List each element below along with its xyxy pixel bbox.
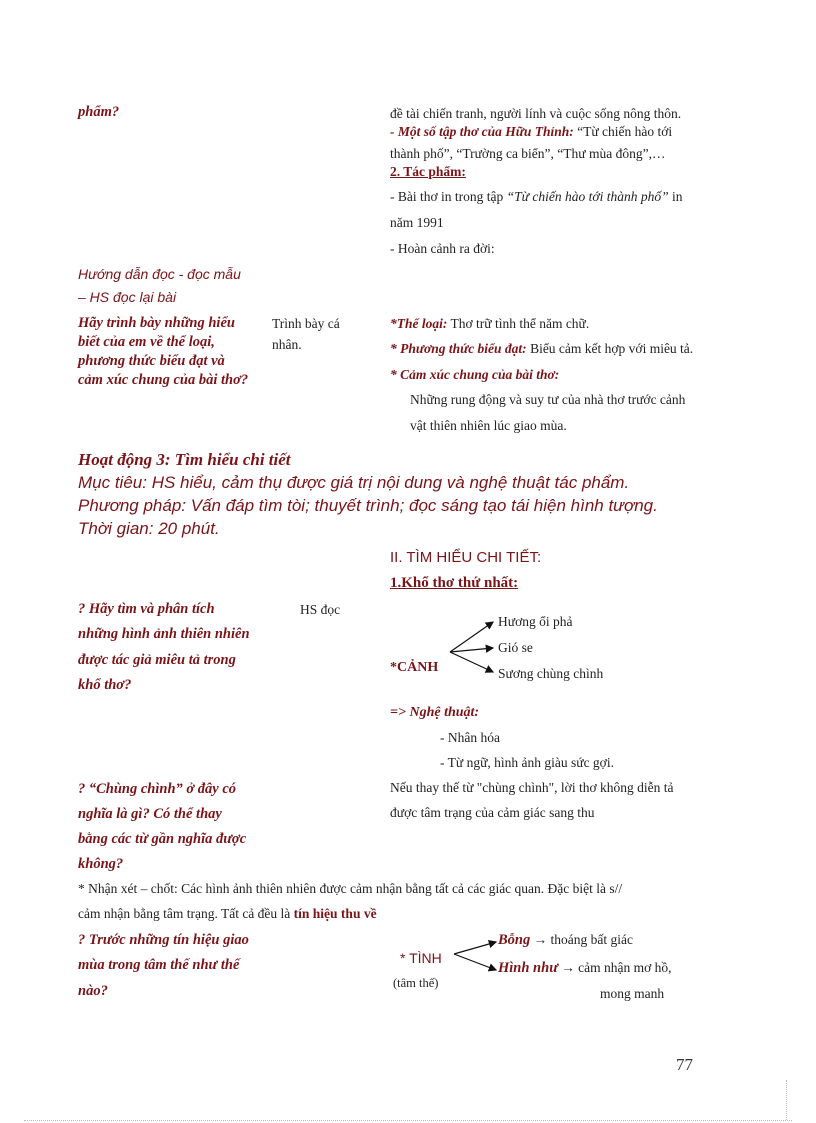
- emotion-line-2: vật thiên nhiên lúc giao mùa.: [410, 418, 567, 433]
- time-line: Thời gian: 20 phút.: [78, 519, 220, 538]
- works-line-2: thành phố”, “Trường ca biển”, “Thư mùa đông”,…: [390, 146, 666, 161]
- tac-pham-heading: 2. Tác phẩm:: [390, 164, 466, 179]
- context-line: - Hoàn cảnh ra đời:: [390, 241, 495, 256]
- method-line: Phương pháp: Vấn đáp tìm tòi; thuyết trình; đọc sáng tạo tái hiện hình tượng.: [78, 496, 658, 515]
- tam-the-label: (tâm thế): [393, 976, 439, 990]
- reading-guide-line-1: Hướng dẫn đọc - đọc mẫu: [78, 266, 241, 282]
- q2-line-3: được tác giả miêu tả trong: [78, 652, 236, 668]
- emotion-line-1: Những rung động và suy tư của nhà thơ trước cảnh: [410, 392, 686, 407]
- q1-line-3: phương thức biểu đạt và: [78, 353, 225, 369]
- q1-line-1: Hãy trình bày những hiểu: [78, 315, 235, 331]
- q4-line-1: ? Trước những tín hiệu giao: [78, 932, 249, 948]
- arrow-icon: →: [533, 932, 548, 947]
- genre-label: *Thể loại:: [390, 316, 448, 331]
- remark-prefix: cảm nhận bằng tâm trạng. Tất cả đều là: [78, 906, 294, 921]
- tinh-branch-1: [498, 932, 633, 949]
- q4-line-3: nào?: [78, 983, 108, 999]
- mode-label: * Phương thức biểu đạt:: [390, 341, 527, 356]
- works-text: “Từ chiến hào tới: [573, 124, 673, 139]
- hinh-nhu-text: cảm nhận mơ hồ,: [574, 960, 672, 975]
- genre-line: [390, 316, 589, 332]
- genre-text: Thơ trữ tình thể năm chữ.: [447, 316, 590, 331]
- canh-label: *CẢNH: [390, 660, 439, 675]
- collection-title: “Từ chiến hào tới thành phố”: [506, 189, 669, 204]
- canh-branch-2: Gió se: [498, 640, 533, 655]
- q3-line-4: không?: [78, 856, 124, 872]
- q4-line-2: mùa trong tâm thế như thế: [78, 957, 240, 973]
- q2-line-1: ? Hãy tìm và phân tích: [78, 601, 215, 617]
- q2-activity: HS đọc: [300, 602, 341, 617]
- works-line: [390, 124, 672, 140]
- page-number: 77: [676, 1055, 693, 1074]
- stanza-1-heading: 1.Khổ thơ thứ nhất:: [390, 575, 519, 591]
- page-bottom-divider: [24, 1120, 792, 1121]
- publication-year: năm 1991: [390, 215, 444, 230]
- emotion-label: * Cảm xúc chung của bài thơ:: [390, 367, 560, 382]
- q1-line-4: cảm xúc chung của bài thơ?: [78, 372, 249, 388]
- publication-line: [390, 189, 682, 205]
- bong-text: thoáng bất giác: [547, 932, 633, 947]
- autumn-signal: tín hiệu thu về: [293, 906, 377, 921]
- q1-activity-1: Trình bày cá: [272, 316, 340, 331]
- art-heading: => Nghệ thuật:: [390, 705, 480, 720]
- q3-answer-2: được tâm trạng của cảm giác sang thu: [390, 805, 595, 820]
- canh-branch-3: Sương chùng chình: [498, 666, 604, 681]
- q3-answer-1: Nếu thay thế từ "chùng chình", lời thơ không diễn tả: [390, 780, 674, 795]
- author-topic-line: đề tài chiến tranh, người lính và cuộc sống nông thôn.: [390, 106, 682, 121]
- tinh-branch-2: [498, 960, 672, 977]
- bong-label: Bỗng: [498, 932, 531, 948]
- activity-3-title: Hoạt động 3: Tìm hiểu chi tiết: [78, 450, 291, 469]
- q3-line-2: nghĩa là gì? Có thể thay: [78, 806, 222, 822]
- reading-guide-line-2: – HS đọc lại bài: [78, 289, 177, 305]
- q2-line-2: những hình ảnh thiên nhiên: [78, 626, 250, 642]
- hinh-nhu-label: Hình như: [498, 960, 558, 976]
- remark-line-1: * Nhận xét – chốt: Các hình ảnh thiên nhiên được cảm nhận bằng tất cả các giác quan. Đặc biệt là s//: [78, 881, 623, 896]
- arrow-icon: →: [561, 960, 575, 975]
- mode-line: [390, 341, 693, 357]
- page-corner-guide: [786, 1080, 787, 1120]
- objective-line: Mục tiêu: HS hiểu, cảm thụ được giá trị nội dung và nghệ thuật tác phẩm.: [78, 473, 630, 492]
- tinh-label: * TÌNH: [400, 950, 442, 966]
- publication-prefix: - Bài thơ in trong tập: [390, 189, 507, 204]
- publication-suffix: in: [668, 189, 683, 204]
- q3-line-3: bằng các từ gần nghĩa được: [78, 831, 247, 847]
- q1-activity-2: nhân.: [272, 337, 302, 352]
- tinh-branch-2-cont: mong manh: [600, 986, 665, 1001]
- q1-line-2: biết của em về thể loại,: [78, 334, 215, 350]
- works-label: - Một số tập thơ của Hữu Thỉnh:: [390, 124, 574, 139]
- art-item-2: - Từ ngữ, hình ảnh giàu sức gợi.: [440, 755, 614, 770]
- canh-branch-arrows: [448, 616, 498, 678]
- q3-line-1: ? “Chùng chình” ở đây có: [78, 781, 237, 797]
- question-continuation: phẩm?: [78, 104, 120, 120]
- tinh-branch-arrows: [452, 938, 502, 978]
- section-2-title: II. TÌM HIỂU CHI TIẾT:: [390, 549, 542, 566]
- mode-text: Biểu cảm kết hợp với miêu tả.: [526, 341, 694, 356]
- q2-line-4: khổ thơ?: [78, 677, 132, 693]
- canh-branch-1: Hương ổi phả: [498, 614, 573, 629]
- remark-line-2: [78, 906, 377, 922]
- art-item-1: - Nhân hóa: [440, 730, 500, 745]
